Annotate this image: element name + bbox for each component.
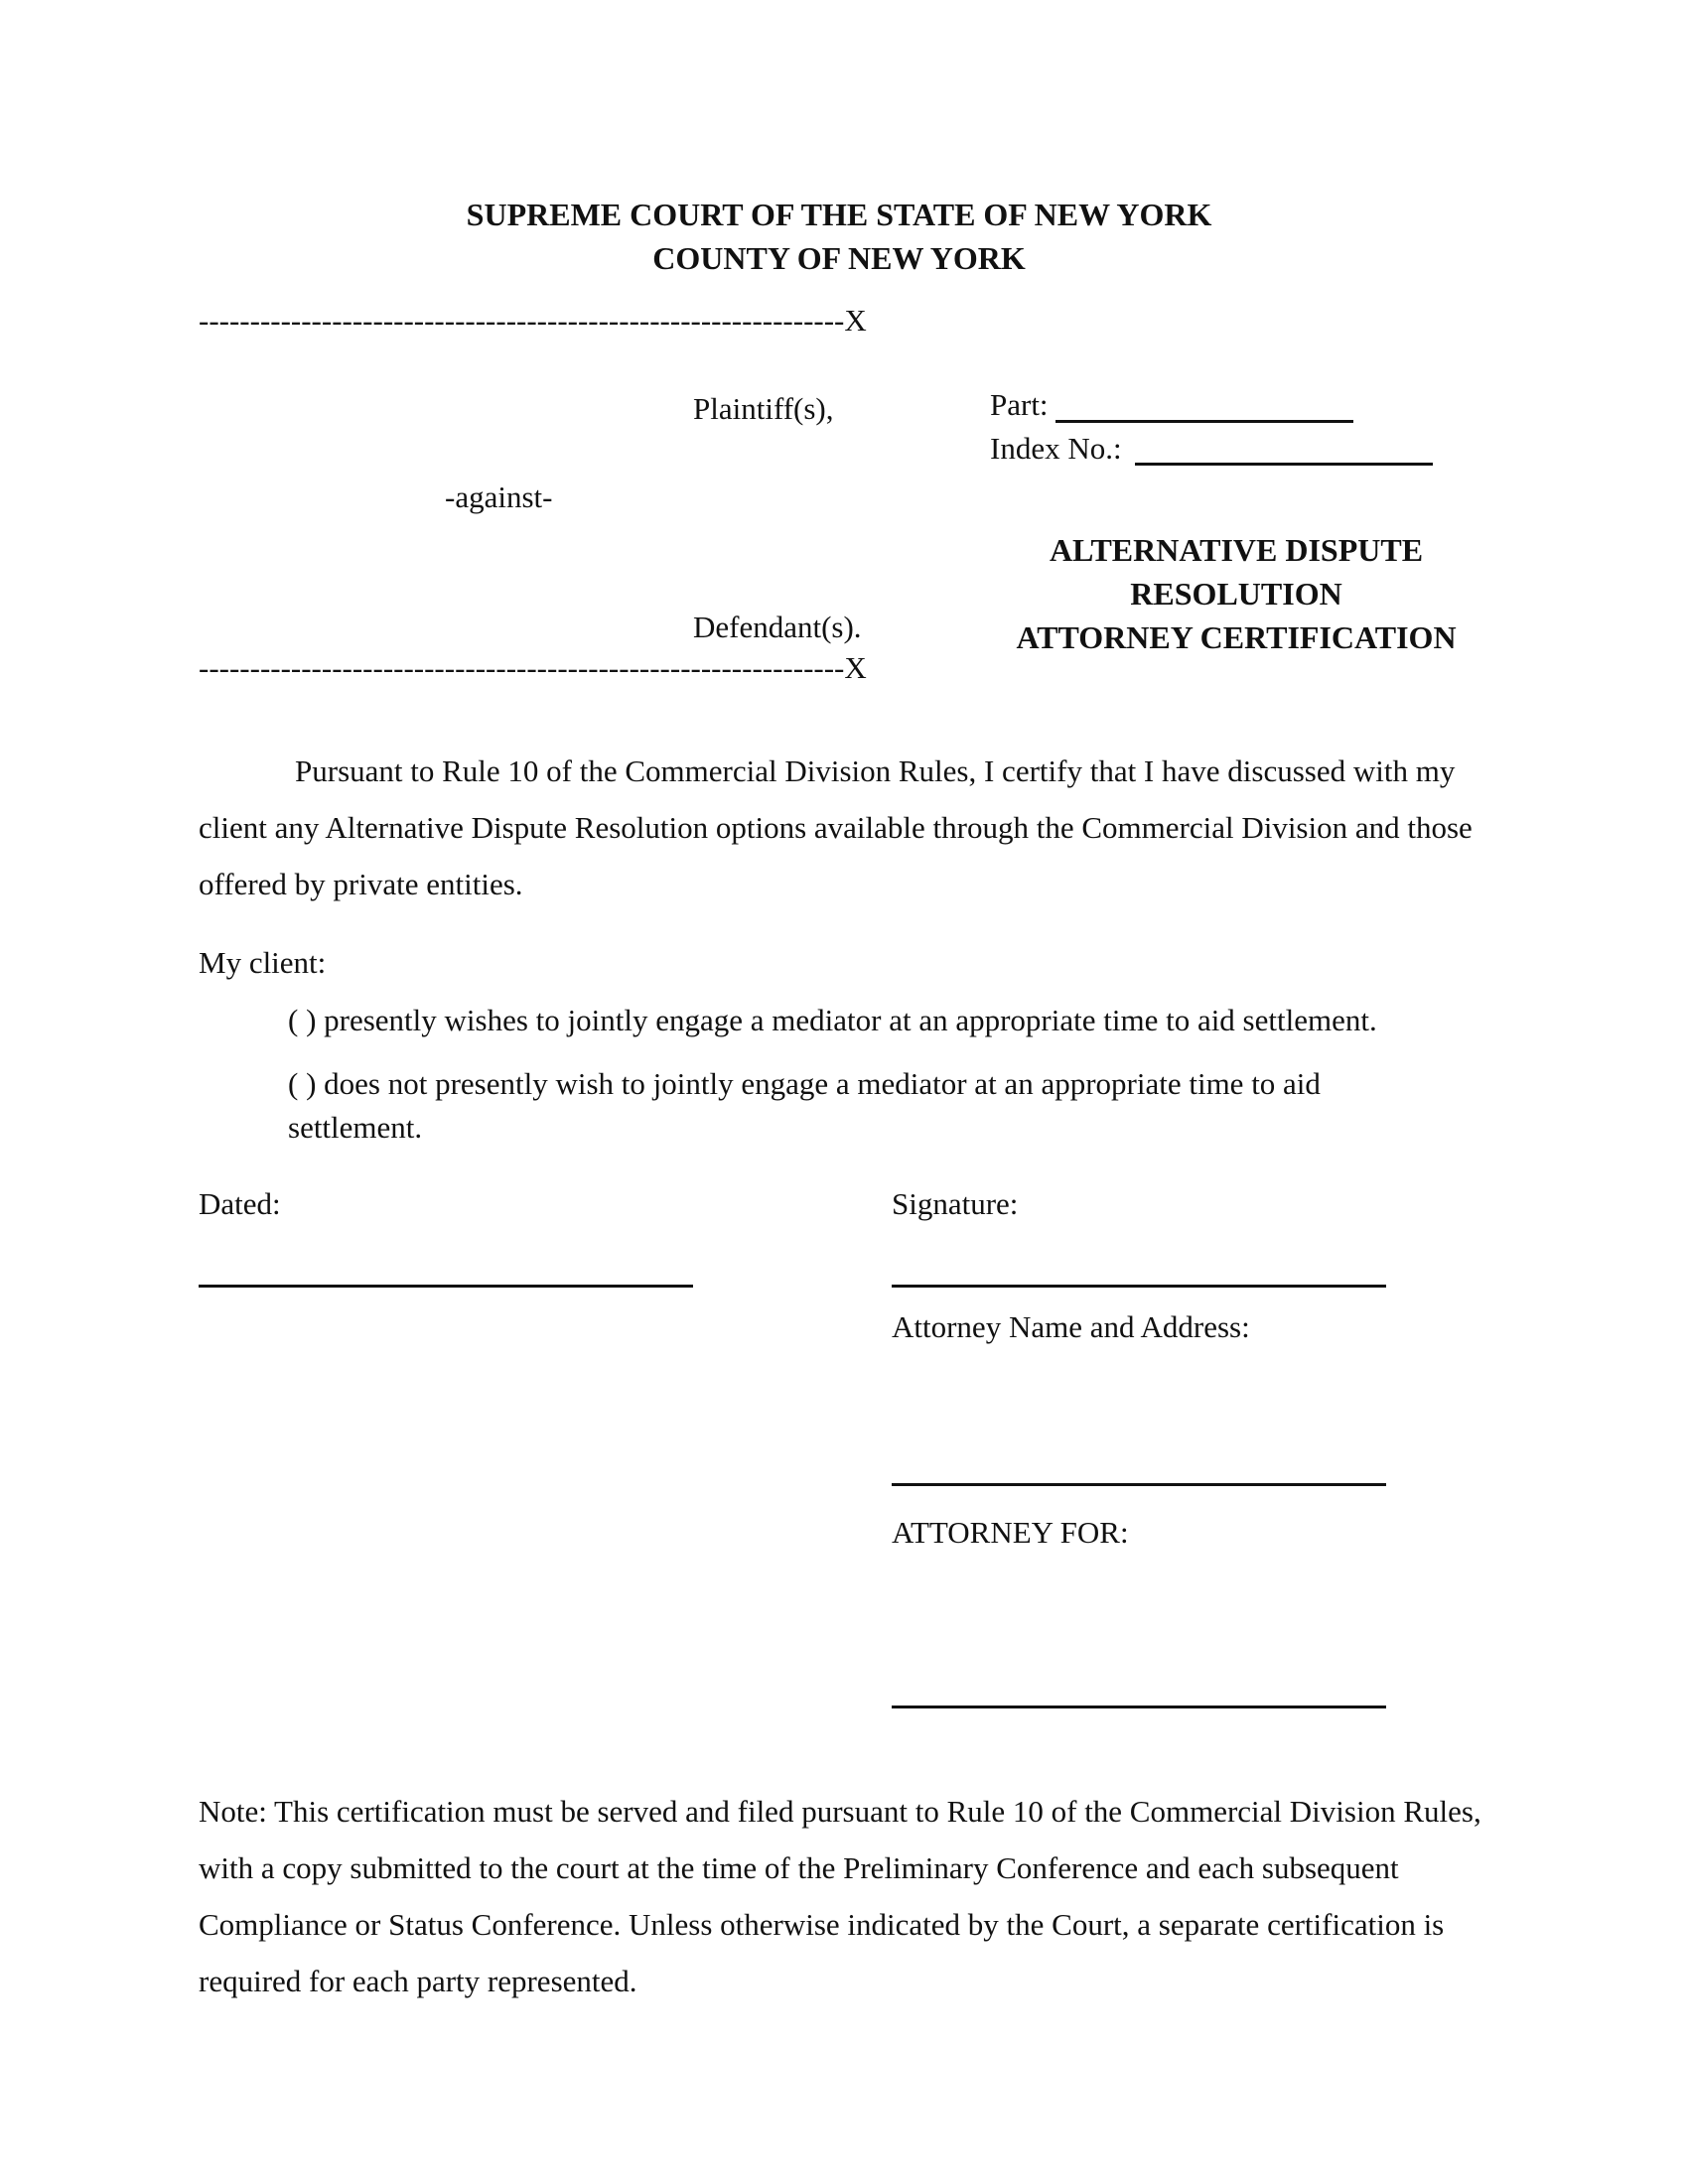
- attorney-name-address-label: Attorney Name and Address:: [892, 1309, 1250, 1344]
- document-title-line1: ALTERNATIVE DISPUTE: [1049, 532, 1424, 568]
- index-number-label: Index No.:: [990, 431, 1122, 466]
- part-field[interactable]: [1055, 420, 1353, 423]
- court-name-heading: SUPREME COURT OF THE STATE OF NEW YORK: [466, 197, 1212, 232]
- document-title-line3: ATTORNEY CERTIFICATION: [1016, 619, 1457, 655]
- part-label: Part:: [990, 387, 1049, 422]
- plaintiff-label: Plaintiff(s),: [693, 391, 834, 426]
- index-number-field[interactable]: [1135, 463, 1433, 466]
- signature-field[interactable]: [892, 1285, 1386, 1288]
- against-label: -against-: [445, 479, 553, 514]
- dated-label: Dated:: [199, 1186, 281, 1221]
- caption-top-dash-line: ---------------------------------------------------------------X: [199, 303, 867, 338]
- defendant-label: Defendant(s).: [693, 610, 862, 644]
- county-heading: COUNTY OF NEW YORK: [652, 240, 1026, 276]
- dated-field[interactable]: [199, 1285, 693, 1288]
- option-does-not-wish-mediator[interactable]: ( ) does not presently wish to jointly engage a mediator at an appropriate time to aid settlement.: [288, 1066, 1321, 1145]
- attorney-name-address-field[interactable]: [892, 1483, 1386, 1486]
- option-wishes-mediator[interactable]: ( ) presently wishes to jointly engage a mediator at an appropriate time to aid settlement.: [288, 1003, 1377, 1037]
- signature-label: Signature:: [892, 1186, 1019, 1221]
- certification-paragraph: Pursuant to Rule 10 of the Commercial Division Rules, I certify that I have discussed with my client any Alternative Dispute Resolution options available through the Commercial Division and those offered by private entities.: [199, 753, 1473, 901]
- attorney-for-field[interactable]: [892, 1706, 1386, 1708]
- filing-note: Note: This certification must be served and filed pursuant to Rule 10 of the Commercial Division Rules, with a copy submitted to the court at the time of the Preliminary Conference and each subsequent Compliance or Status Conference. Unless otherwise indicated by the Court, a separate certification is required for each party represented.: [199, 1794, 1481, 1998]
- attorney-for-label: ATTORNEY FOR:: [892, 1515, 1129, 1550]
- document-title-line2: RESOLUTION: [1130, 576, 1342, 612]
- my-client-label: My client:: [199, 945, 327, 980]
- caption-bottom-dash-line: ---------------------------------------------------------------X: [199, 650, 867, 685]
